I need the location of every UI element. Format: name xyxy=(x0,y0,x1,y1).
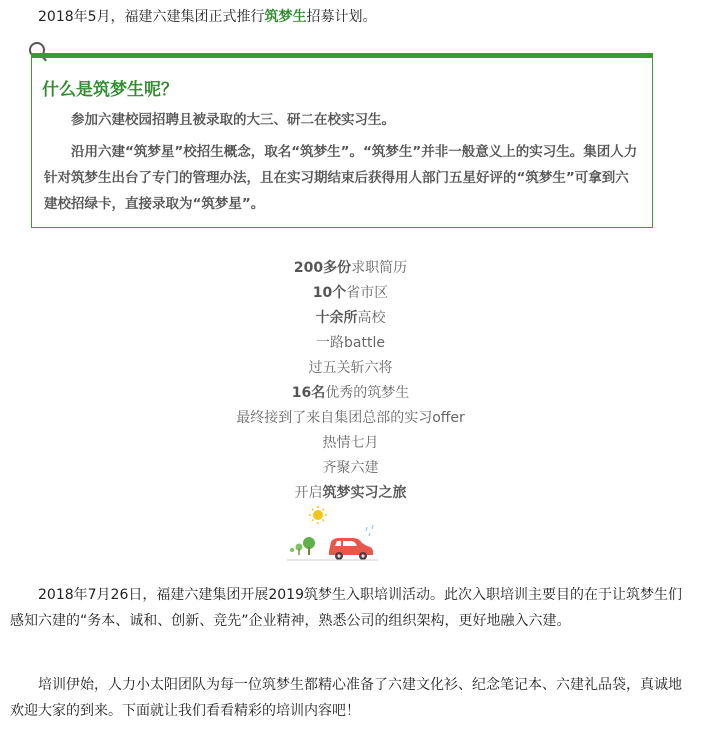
box-paragraph-2: 沿用六建“筑梦星”校招生概念，取名“筑梦生”。“筑梦生”并非一般意义上的实习生。集团人力针对筑梦生出台了专门的管理办法，且在实习期结束后获得用人部门五星好评的“筑梦生”可拿到六建校招绿卡，直接录取为“筑梦星”。 xyxy=(44,144,638,212)
car-scene-illustration xyxy=(285,505,380,565)
intro-paragraph xyxy=(10,4,692,30)
stat-line xyxy=(0,356,701,381)
stat-text: 高校 xyxy=(357,310,386,326)
stat-bold: 10个 xyxy=(312,285,347,301)
rain-icon xyxy=(366,525,373,536)
stat-line xyxy=(0,431,701,456)
car-icon xyxy=(329,538,373,560)
stat-line xyxy=(0,481,701,506)
stat-text: 最终接到了来自集团总部的实习offer xyxy=(236,410,465,426)
stat-line xyxy=(0,381,701,406)
intro-text-end: 招募计划。 xyxy=(306,9,377,25)
stat-line xyxy=(0,256,701,281)
stat-bold: 16名 xyxy=(291,385,326,401)
stat-bold: 筑梦实习之旅 xyxy=(322,485,407,501)
stat-line xyxy=(0,406,701,431)
training-paragraph: 2018年7月26日，福建六建集团开展2019筑梦生入职培训活动。此次入职培训主要目的在于让筑梦生们感知六建的“务本、诚和、创新、竞先”企业精神，熟悉公司的组织架构，更好地融入六建。 xyxy=(10,587,682,629)
box-paragraph-1: 参加六建校园招聘且被录取的大三、研二在校实习生。 xyxy=(71,112,395,128)
stat-line xyxy=(0,456,701,481)
stat-bold: 十余所 xyxy=(315,310,358,326)
stat-text: 求职简历 xyxy=(351,260,408,276)
intro-text: 2018年5月，福建六建集团正式推行 xyxy=(38,9,265,25)
stat-text: 优秀的筑梦生 xyxy=(325,385,410,401)
stat-bold: 200多份 xyxy=(293,260,352,276)
sun-icon xyxy=(309,506,327,524)
intro-highlight: 筑梦生 xyxy=(264,9,307,25)
stat-text: 开启 xyxy=(294,485,323,501)
stat-text: 省市区 xyxy=(346,285,389,301)
definition-box xyxy=(31,53,653,228)
stat-text: 过五关斩六将 xyxy=(308,360,393,376)
stat-text: 齐聚六建 xyxy=(322,460,379,476)
tree-icon xyxy=(290,537,315,555)
box-title: 什么是筑梦生呢？ xyxy=(42,80,178,100)
welcome-paragraph: 培训伊始，人力小太阳团队为每一位筑梦生都精心准备了六建文化衫、纪念笔记本、六建礼品袋，真诚地欢迎大家的到来。下面就让我们看看精彩的培训内容吧！ xyxy=(10,677,682,719)
stat-line xyxy=(0,306,701,331)
stat-text: 一路battle xyxy=(316,335,385,351)
stat-line xyxy=(0,281,701,306)
stat-text: 热情七月 xyxy=(322,435,379,451)
stat-line xyxy=(0,331,701,356)
